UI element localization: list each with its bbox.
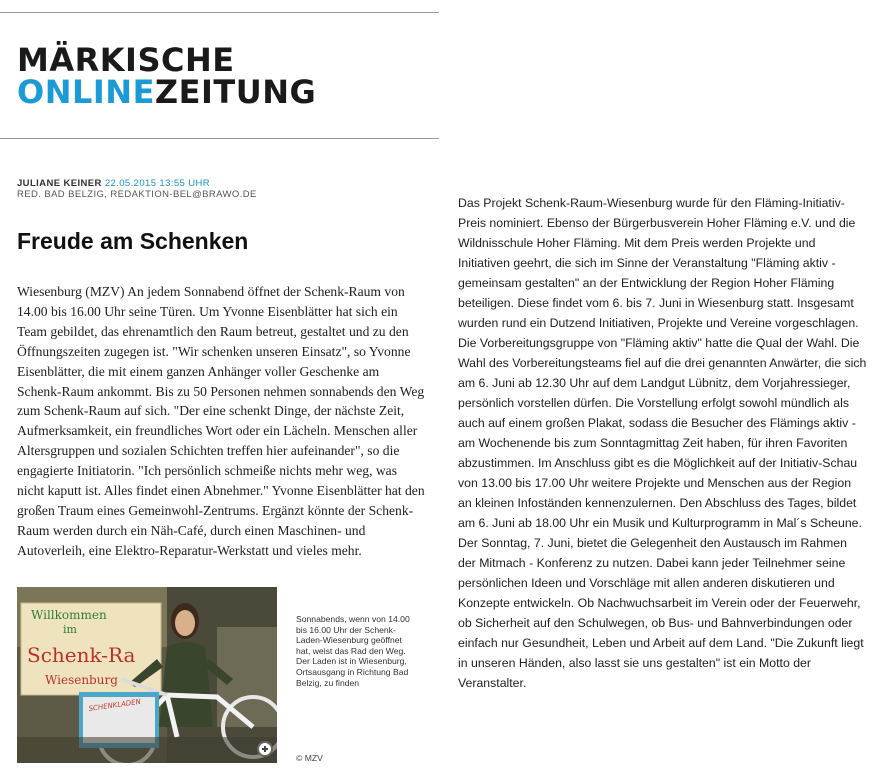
photo-credit: © MZV	[296, 753, 323, 763]
masthead-line2	[17, 73, 317, 111]
article-lead: Wiesenburg (MZV) An jedem Sonnabend öffnet der Schenk-Raum von 14.00 bis 16.00 Uhr seine Türen. Um Yvonne Eisenblätter hat sich ein Team gebildet, das ehrenamtlich den Raum betreut, gestaltet und zu den Öffnungszeiten zugegen ist. "Wir schenken unseren Einsatz", so Yvonne Eisenblätter, die mit einem ganzen Anhänger voller Geschenke am Schenk-Raum ankommt. Bis zu 50 Personen nehmen sonnabends den Weg zum Schenk-Raum auf sich. "Der eine schenkt Dinge, der nächste Zeit, Aufmerksamkeit, ein freundliches Wort oder ein Lächeln. Menschen aller Altersgruppen und sozialen Schichten treffen hier aufeinander", so die engagierte Initiatorin. "Ich persönlich schmeiße nichts mehr weg, was nicht kaputt ist. Alles findet einen Abnehmer." Yvonne Eisenblätter hat den großen Traum eines Gemeinwohl-Zentrums. Ergänzt könnte der Schenk-Raum werden durch ein Näh-Café, durch einen Maschinen- und Autoverleih, eine Elektro-Reparatur-Werkstatt und vieles mehr.	[17, 284, 425, 558]
photo-caption: Sonnabends, wenn von 14.00 bis 16.00 Uhr der Schenk-Laden-Wiesenburg geöffnet hat, weist das Rad den Weg. Der Laden ist in Wiesenburg, Ortsausgang in Richtung Bad Belzig, zu finden	[296, 614, 410, 688]
zoom-plus-icon[interactable]	[257, 741, 273, 757]
masthead-line1: MÄRKISCHE	[17, 41, 235, 79]
article-photo[interactable]	[17, 587, 277, 763]
banner-schenk-raum: Schenk-Ra	[27, 643, 136, 667]
masthead-zeitung: ZEITUNG	[154, 73, 317, 111]
banner-im: im	[63, 623, 77, 636]
byline-author: JULIANE KEINER	[17, 178, 102, 189]
byline	[17, 178, 257, 200]
photo-scene	[17, 587, 277, 763]
masthead-rule	[0, 138, 439, 139]
shop-sign-text: SCHENKLADEN	[88, 697, 142, 713]
banner-wiesenburg: Wiesenburg	[45, 673, 118, 687]
masthead-logo[interactable]	[17, 41, 317, 111]
top-rule	[0, 12, 439, 13]
article-headline: Freude am Schenken	[17, 228, 249, 254]
byline-contact[interactable]: RED. BAD BELZIG, REDAKTION-BEL@BRAWO.DE	[17, 189, 257, 200]
banner-welcome: Willkommen	[31, 608, 107, 622]
masthead-online: ONLINE	[17, 73, 155, 111]
article-body: Das Projekt Schenk-Raum-Wiesenburg wurde für den Fläming-Initiativ-Preis nominiert. Ebenso der Bürgerbusverein Hoher Fläming e.V. und die Wildnisschule Hoher Fläming. Mit dem Preis werden Projekte und Initiativen geehrt, die sich im Sinne der Veranstaltung "Fläming aktiv - gemeinsam gestalten" an der Entwicklung der Region Hoher Fläming beteiligen. Diese findet vom 6. bis 7. Juni in Wiesenburg statt. Insgesamt wurden rund ein Dutzend Initiativen, Projekte und Vereine vorgeschlagen. Die Vorbereitungsgruppe von "Fläming aktiv" hatte die Qual der Wahl. Die Wahl des Vorbereitungsteams fiel auf die drei genannten Anwärter, die sich am 6. Juni ab 12.30 Uhr auf dem Landgut Lübnitz, dem Vorjahressieger, persönlich vorstellen dürfen. Die Vorstellung erfolgt sowohl mündlich als auch auf einem großen Plakat, sodass die Besucher des Flämings aktiv - am Wochenende bis zum Sonntagmittag Zeit haben, für ihren Favoriten abzustimmen. Im Anschluss gibt es die Möglichkeit auf der Initiativ-Schau von 13.00 bis 17.00 Uhr weitere Projekte und Menschen aus der Region an kleinen Infoständen kennenzulernen. Den Abschluss des Tages, bildet am 6. Juni ab 18.00 Uhr ein Musik und Kulturprogramm in Mal´s Scheune. Der Sonntag, 7. Juni, bietet die Gelegenheit den Austausch im Rahmen der Mitmach - Konferenz zu nutzen. Dabei kann jeder Teilnehmer seine persönlichen Ideen und Vorschläge mit allen anderen diskutieren und Konzepte entwickeln. Ob Nachwuchsarbeit im Verein oder der Feuerwehr, ob Sicherheit auf den Schulwegen, ob Bus- und Bahnverbindungen oder einfach nur Gesundheit, Leben und Arbeit auf dem Land. "Die Zukunft liegt in unseren Händen, also lasst sie uns gestalten" ist ein Motto der Veranstalter.	[458, 196, 867, 690]
byline-datetime: 22.05.2015 13:55 UHR	[104, 178, 211, 189]
